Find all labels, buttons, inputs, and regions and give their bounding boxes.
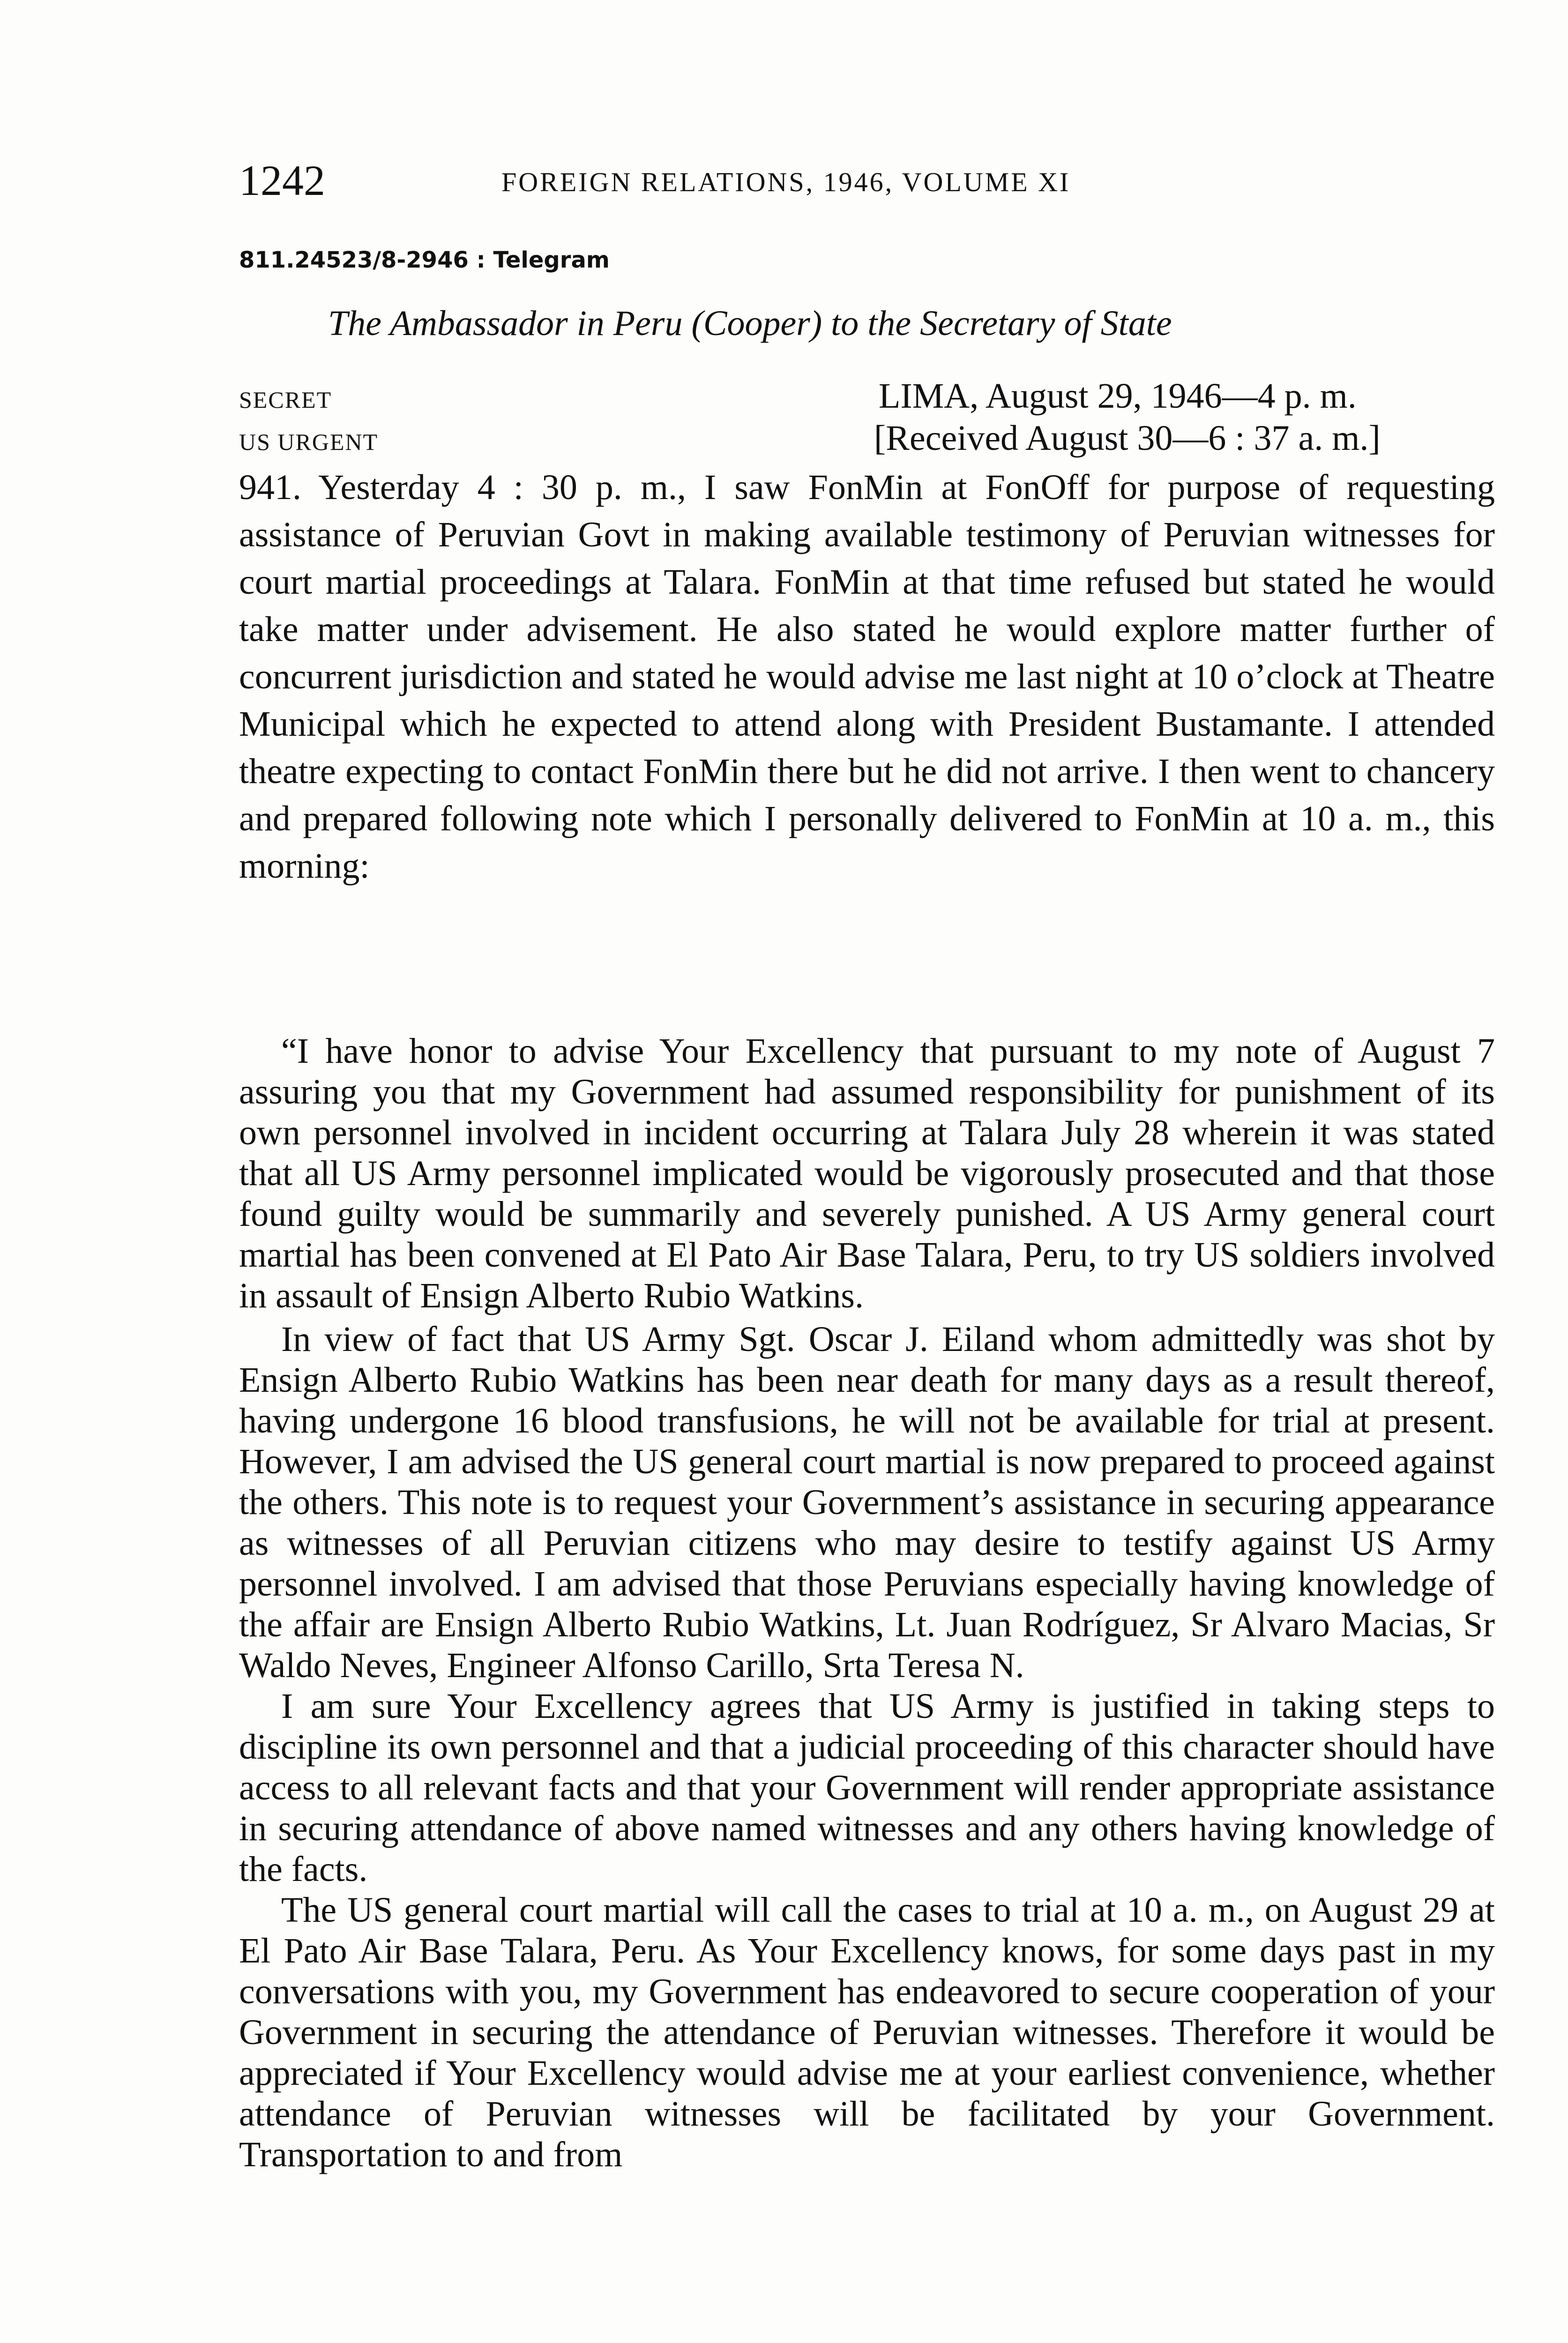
page-number: 1242 [239, 157, 325, 204]
place-date: LIMA, August 29, 1946—4 p. m. [879, 376, 1357, 416]
opening-paragraph: 941. Yesterday 4 : 30 p. m., I saw FonMin at FonOff for purpose of requesting assistance of Peruvian Govt in making available testimony of Peruvian witnesses for court martial proceedings at Talara. FonMin at that time refused but stated he would take matter under advisement. He also stated he would explore matter further of concurrent jurisdiction and stated he would advise me last night at 10 o’clock at Theatre Municipal which he expected to attend along with President Bustamante. I attended theatre expecting to contact FonMin there but he did not arrive. I then went to chancery and prepared following note which I personally delivered to FonMin at 10 a. m., this morning: [239, 468, 1495, 886]
file-reference: 811.24523/8-2946 : Telegram [239, 247, 610, 273]
classification-label: SECRET [239, 387, 332, 413]
priority-label: US URGENT [239, 429, 379, 455]
running-header [239, 155, 1364, 206]
received-date: [Received August 30—6 : 37 a. m.] [874, 418, 1381, 458]
quote-paragraph: “I have honor to advise Your Excellency that pursuant to my note of August 7 assuring you that my Government had assumed responsibility for punishment of its own personnel involved in incident occurring at Talara July 28 wherein it was stated that all US Army personnel implicated would be vigorously prosecuted and that those found guilty would be summarily and severely punished. A US Army general court martial has been convened at El Pato Air Base Talara, Peru, to try US soldiers involved in assault of Ensign Alberto Rubio Watkins. [239, 1031, 1495, 1315]
quote-paragraph: The US general court martial will call the cases to trial at 10 a. m., on August 29 at El Pato Air Base Talara, Peru. As Your Excellency knows, for some days past in my conversations with you, my Government has endeavored to secure cooperation of your Government in securing the attendance of Peruvian witnesses. Therefore it would be appreciated if Your Excellency would advise me at your earliest convenience, whether attendance of Peruvian witnesses will be facilitated by your Government. Transportation to and from [239, 1890, 1495, 2174]
running-title: FOREIGN RELATIONS, 1946, VOLUME XI [501, 167, 1071, 197]
quote-paragraph: In view of fact that US Army Sgt. Oscar J. Eiland whom admittedly was shot by Ensign Alberto Rubio Watkins has been near death for many days as a result thereof, having undergone 16 blood transfusions, he will not be available for trial at present. However, I am advised the US general court martial is now prepared to proceed against the others. This note is to request your Government’s assistance in securing appearance as witnesses of all Peruvian citizens who may desire to testify against US Army personnel involved. I am advised that those Peruvians especially having knowledge of the affair are Ensign Alberto Rubio Watkins, Lt. Juan Rodríguez, Sr Alvaro Macias, Sr Waldo Neves, Engineer Alfonso Carillo, Srta Teresa N. [239, 1320, 1495, 1685]
quote-paragraph: I am sure Your Excellency agrees that US Army is justified in taking steps to discipline its own personnel and that a judicial proceeding of this character should have access to all relevant facts and that your Government will render appropriate assistance in securing attendance of above named witnesses and any others having knowledge of the facts. [239, 1686, 1495, 1889]
quoted-note [239, 1031, 1495, 2175]
document-title: The Ambassador in Peru (Cooper) to the Secretary of State [328, 304, 1172, 343]
telegram-body [239, 464, 1495, 890]
